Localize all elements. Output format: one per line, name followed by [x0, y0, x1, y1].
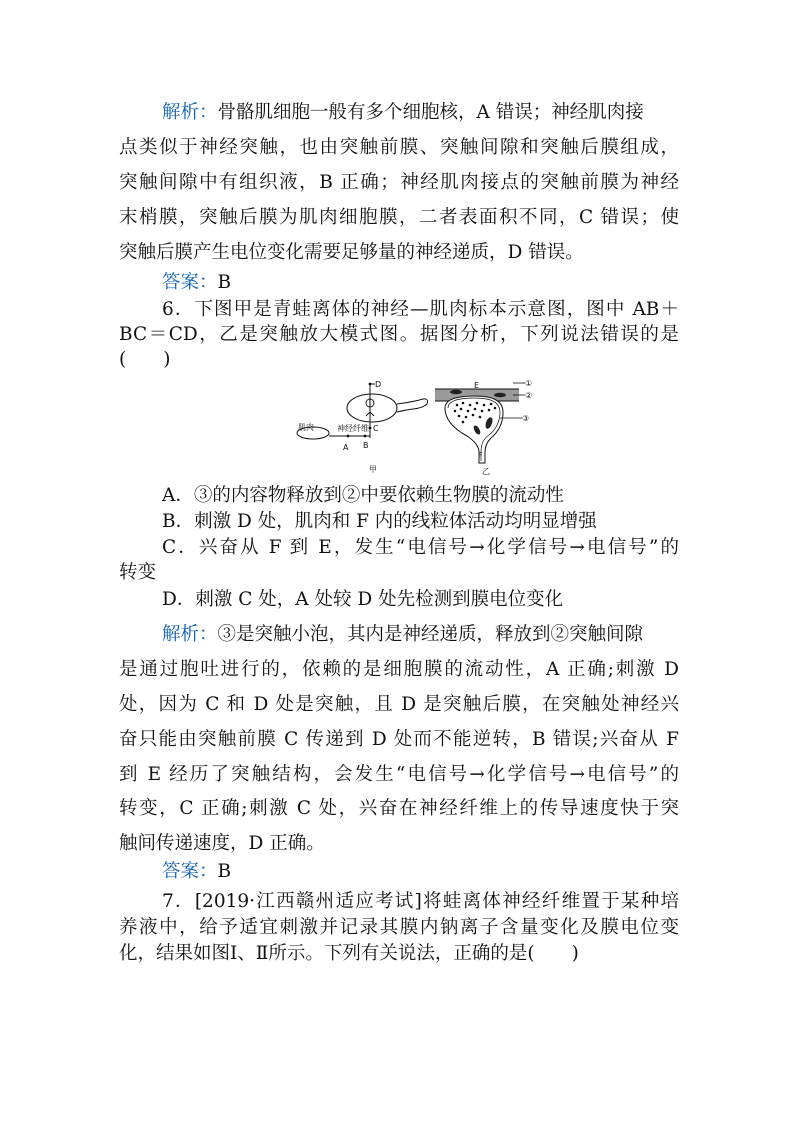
q5-analysis-line-3: 突触间隙中有组织液，B 正确；神经肌肉接点的突触前膜为神经	[119, 172, 679, 193]
label-B: B	[363, 441, 369, 450]
label-F: F	[478, 451, 483, 460]
q5-answer-value: B	[217, 272, 232, 293]
label-muscle: 肌肉	[298, 423, 314, 432]
q7-stem-line-1: 7．[2019·江西赣州适应考试]将蛙离体神经纤维置于某种培	[162, 891, 679, 912]
q6-analysis-label: 解析：	[162, 624, 218, 645]
q6-figure-svg	[295, 378, 545, 482]
label-A: A	[343, 443, 349, 452]
q6-analysis-line-7: 触间传递速度，D 正确。	[119, 833, 325, 854]
q6-stem-line-3: ( )	[119, 349, 171, 370]
caption-yi: 乙	[482, 467, 490, 476]
q6-answer	[162, 860, 679, 884]
q6-option-b: B．刺激 D 处，肌肉和 F 内的线粒体活动均明显增强	[162, 511, 597, 532]
q6-analysis-line-1: 解析：③是突触小泡，其内是神经递质，释放到②突触间隙	[162, 624, 644, 645]
q6-analysis-line-5: 到 E 经历了突触结构，会发生“电信号→化学信号→电信号”的	[119, 764, 679, 785]
q6-option-a: A．③的内容物释放到②中要依赖生物膜的流动性	[162, 485, 564, 506]
nerve-branch	[397, 399, 428, 412]
label-nerve-fiber: 神经纤维	[337, 424, 369, 433]
label-E: E	[474, 381, 480, 390]
q6-stem-line-2: BC＝CD，乙是突触放大模式图。据图分析，下列说法错误的是	[119, 324, 679, 345]
q6-answer-label: 答案：	[162, 861, 218, 882]
q5-analysis-line-2: 点类似于神经突触，也由突触前膜、突触间隙和突触后膜组成，	[119, 137, 679, 158]
q6-answer-value: B	[217, 861, 232, 882]
q7-stem-line-3: 化，结果如图Ⅰ、Ⅱ所示。下列有关说法，正确的是( )	[119, 943, 579, 964]
q7-stem-line-2: 养液中，给予适宜刺激并记录其膜内钠离子含量变化及膜电位变	[119, 917, 679, 938]
q5-answer	[162, 271, 679, 295]
q5-analysis-label: 解析：	[162, 102, 218, 123]
spinal-cord-outline	[347, 394, 397, 422]
q6-figure	[295, 378, 545, 482]
caption-jia: 甲	[369, 465, 377, 474]
q6-option-c: C．兴奋从 F 到 E，发生“电信号→化学信号→电信号”的	[162, 537, 679, 558]
q6-analysis-line-3: 处，因为 C 和 D 处是突触，且 D 是突触后膜，在突触处神经兴	[119, 694, 679, 715]
q6-analysis-line-4: 奋只能由突触前膜 C 传递到 D 处而不能逆转，B 错误;兴奋从 F	[119, 729, 679, 750]
figure-jia	[297, 380, 428, 474]
q5-analysis-line-5: 突触后膜产生电位变化需要足够量的神经递质，D 错误。	[119, 242, 584, 263]
q5-answer-label: 答案：	[162, 272, 218, 293]
figure-yi	[435, 379, 532, 476]
q6-stem-line-1: 6．下图甲是青蛙离体的神经—肌肉标本示意图，图中 AB＋	[162, 299, 679, 320]
q6-option-c-cont: 转变	[119, 562, 157, 583]
label-2: ②	[525, 391, 533, 400]
label-D: D	[375, 380, 382, 389]
label-1: ①	[525, 379, 533, 388]
q6-option-d: D．刺激 C 处，A 处较 D 处先检测到膜电位变化	[162, 589, 564, 610]
label-C: C	[373, 424, 379, 433]
q6-analysis-line-2: 是通过胞吐进行的，依赖的是细胞膜的流动性，A 正确;刺激 D	[119, 659, 679, 680]
q5-analysis-line-1: 解析：骨骼肌细胞一般有多个细胞核，A 错误；神经肌肉接	[162, 102, 644, 123]
label-3: ③	[522, 414, 530, 423]
q6-analysis-line-6: 转变，C 正确;刺激 C 处，兴奋在神经纤维上的传导速度快于突	[119, 798, 679, 819]
q5-analysis-line-4: 末梢膜，突触后膜为肌肉细胞膜，二者表面积不同，C 错误；使	[119, 207, 679, 228]
